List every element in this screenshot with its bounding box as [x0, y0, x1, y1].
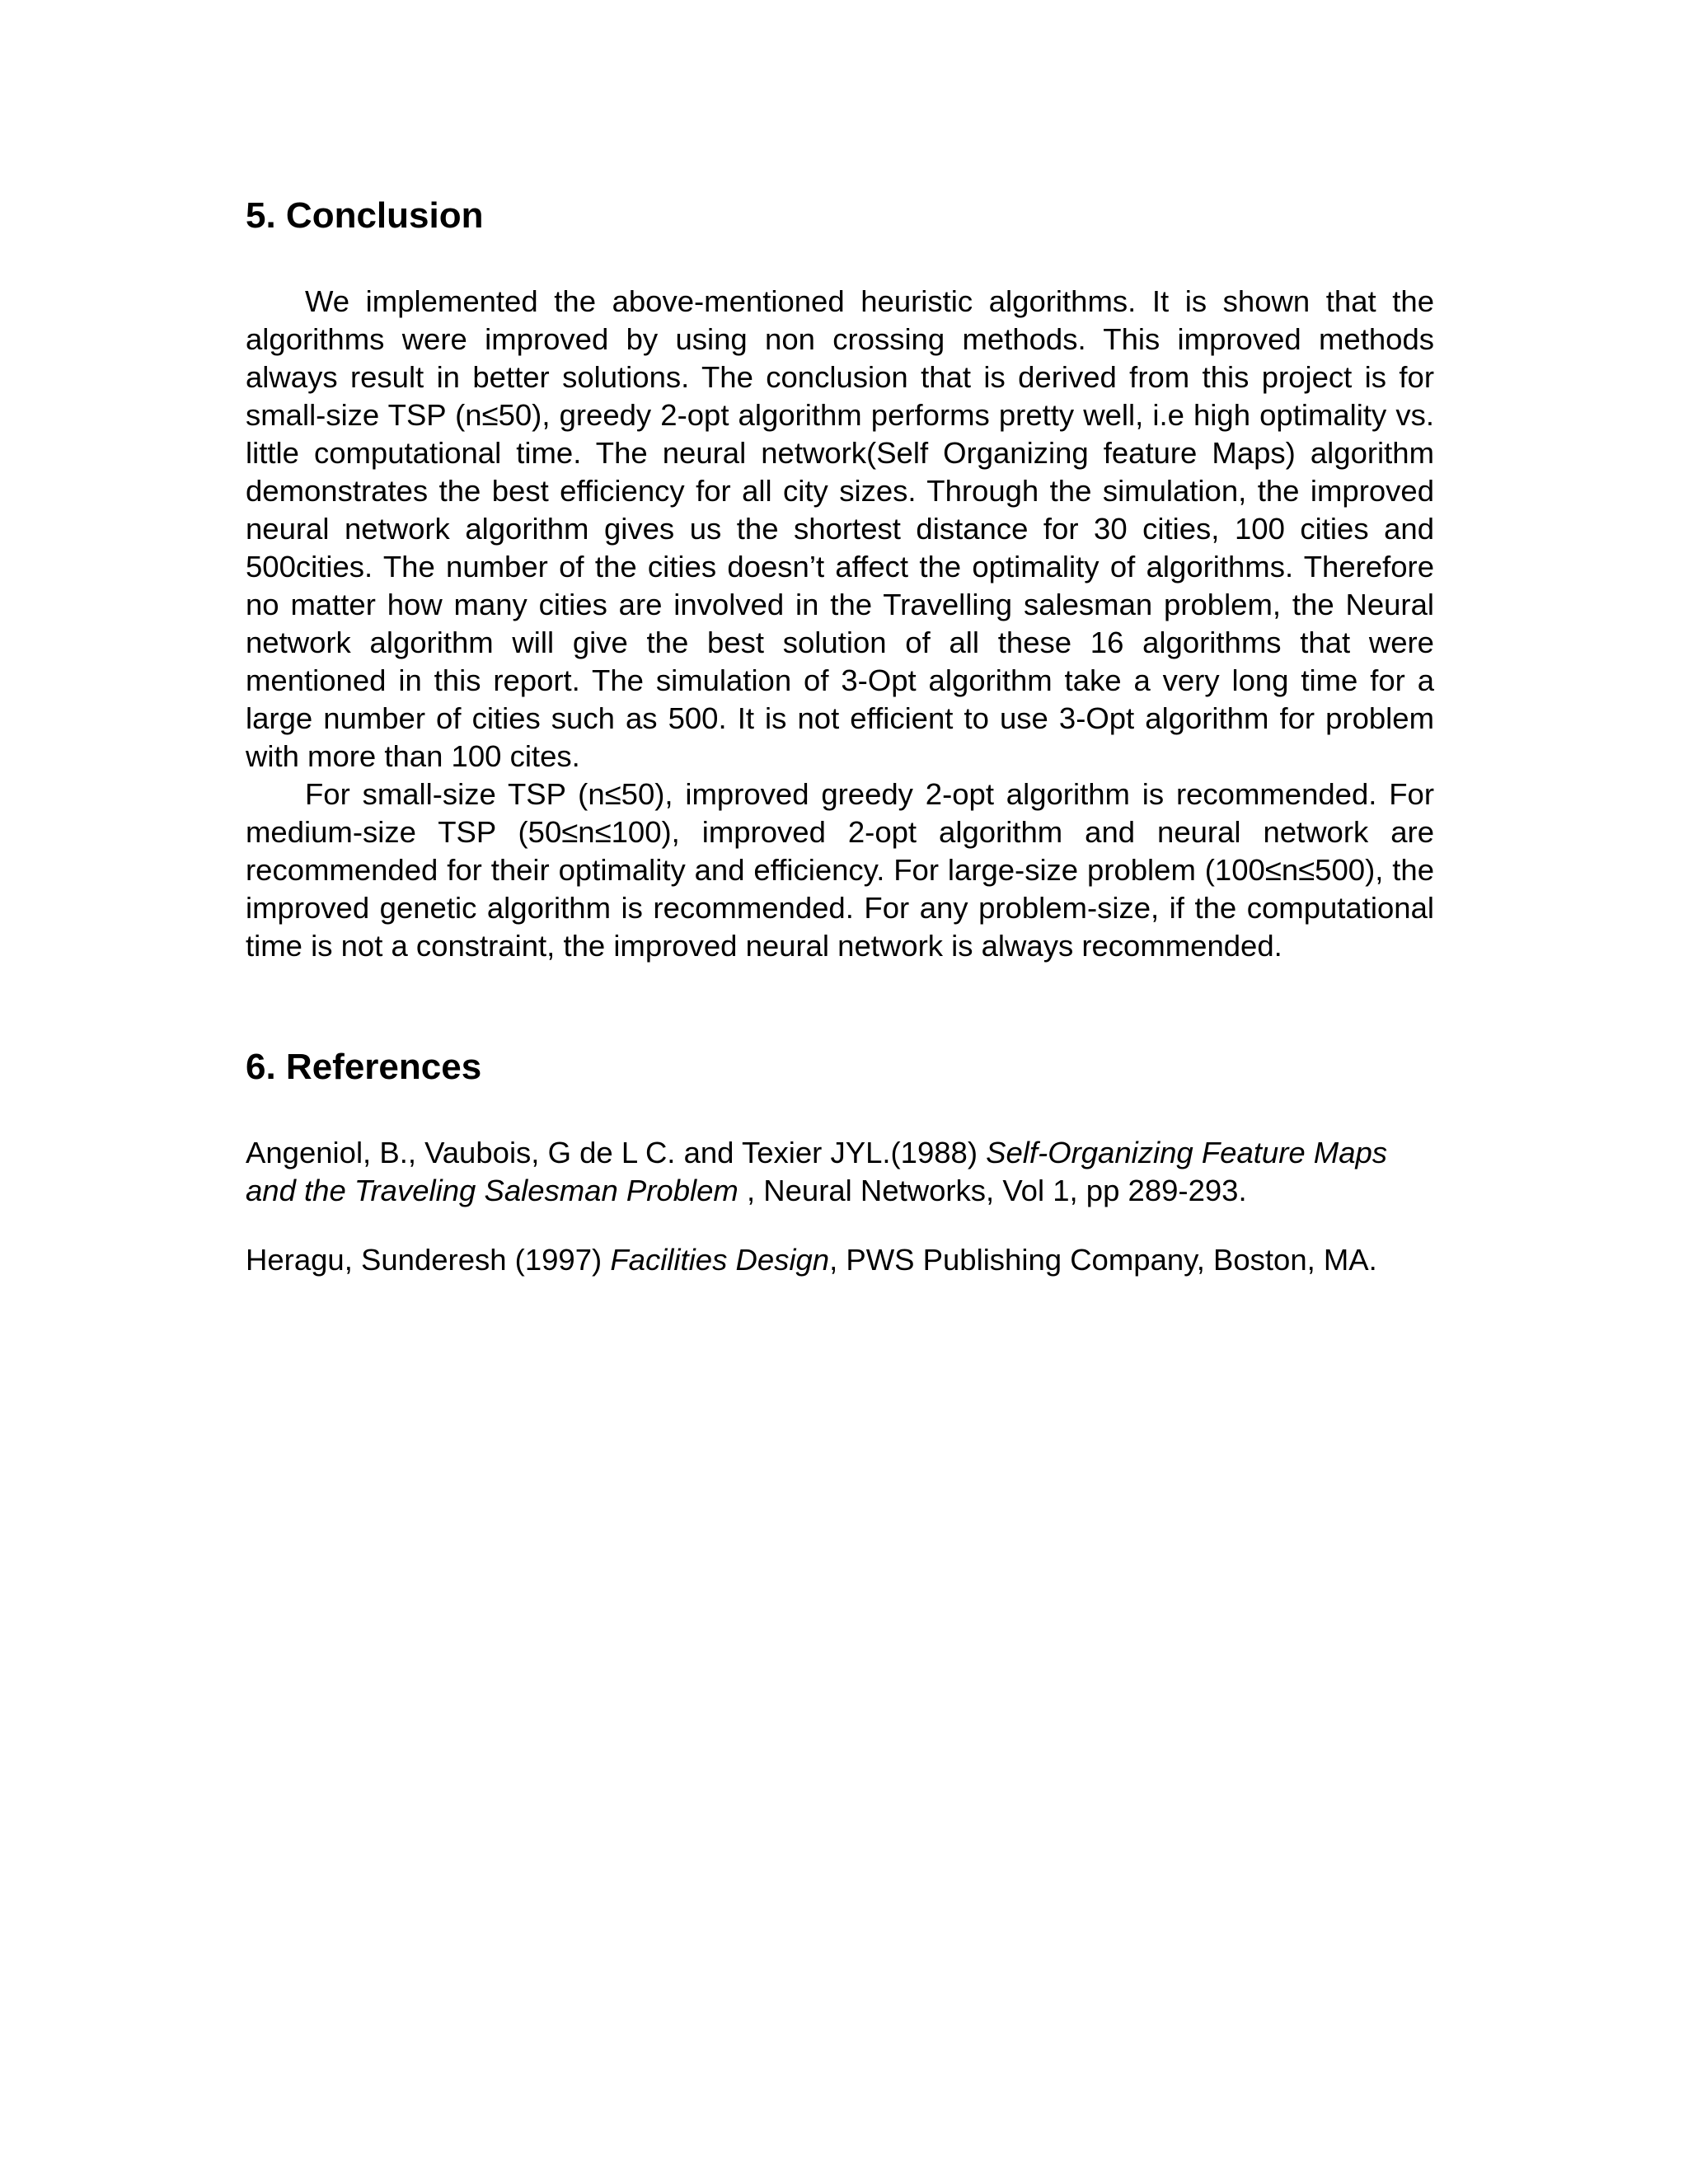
- reference-1-authors: Angeniol, B., Vaubois, G de L C. and Texier JYL.(1988): [246, 1135, 987, 1169]
- references-heading: 6. References: [246, 1046, 482, 1087]
- reference-2-source: , PWS Publishing Company, Boston, MA.: [829, 1242, 1377, 1277]
- reference-item-2: [246, 1241, 1434, 1279]
- conclusion-paragraph-1: We implemented the above-mentioned heuristic algorithms. It is shown that the algorithms were improved by using non crossing methods. This improved methods always result in better solutions. The conclusion that is derived from this project is for small-size TSP (n≤50), greedy 2-opt algorithm performs pretty well, i.e high optimality vs. little computational time. The neural network(Self Organizing feature Maps) algorithm demonstrates the best efficiency for all city sizes. Through the simulation, the improved neural network algorithm gives us the shortest distance for 30 cities, 100 cities and 500cities. The number of the cities doesn’t affect the optimality of algorithms. Therefore no matter how many cities are involved in the Travelling salesman problem, the Neural network algorithm will give the best solution of all these 16 algorithms that were mentioned in this report. The simulation of 3-Opt algorithm take a very long time for a large number of cities such as 500. It is not efficient to use 3-Opt algorithm for problem with more than 100 cites.: [246, 284, 1434, 773]
- reference-item-1: [246, 1134, 1434, 1210]
- reference-2-authors: Heragu, Sunderesh (1997): [246, 1242, 611, 1277]
- document-page: [246, 194, 1434, 1310]
- conclusion-heading: 5. Conclusion: [246, 195, 484, 236]
- reference-2-title: Facilities Design: [610, 1242, 830, 1277]
- conclusion-paragraph-2: For small-size TSP (n≤50), improved greedy 2-opt algorithm is recommended. For medium-size TSP (50≤n≤100), improved 2-opt algorithm and neural network are recommended for their optimality and efficiency. For large-size problem (100≤n≤500), the improved genetic algorithm is recommended. For any problem-size, if the computational time is not a constraint, the improved neural network is always recommended.: [246, 776, 1434, 963]
- reference-1-title: Self-Organizing Feature Maps and the Traveling Salesman Problem: [246, 1135, 1388, 1207]
- reference-1-source: , Neural Networks, Vol 1, pp 289-293.: [738, 1173, 1247, 1207]
